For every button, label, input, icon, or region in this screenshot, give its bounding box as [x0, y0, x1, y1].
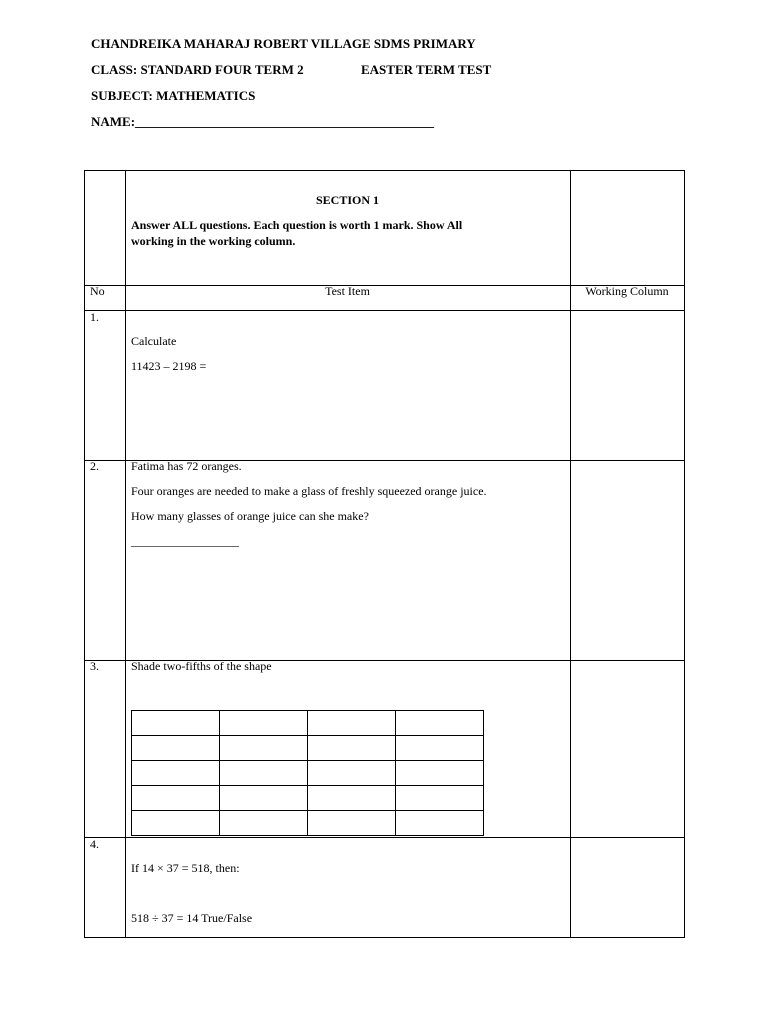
question-2-line2: Four oranges are needed to make a glass of freshly squeezed orange juice. — [131, 484, 487, 498]
grid-cell[interactable] — [220, 711, 308, 736]
grid-cell[interactable] — [396, 786, 484, 811]
subject-label: SUBJECT: MATHEMATICS — [91, 88, 256, 103]
grid-cell[interactable] — [308, 811, 396, 836]
column-header-no: No — [90, 284, 105, 298]
question-number: 2. — [90, 459, 99, 473]
test-label: EASTER TERM TEST — [361, 62, 492, 77]
grid-cell[interactable] — [396, 736, 484, 761]
shading-grid[interactable] — [131, 710, 484, 836]
question-1-text: Calculate — [131, 334, 177, 348]
row-divider — [84, 310, 685, 311]
grid-cell[interactable] — [308, 761, 396, 786]
grid-cell[interactable] — [132, 811, 220, 836]
school-name: CHANDREIKA MAHARAJ ROBERT VILLAGE SDMS PRIMARY — [91, 36, 476, 51]
grid-cell[interactable] — [308, 711, 396, 736]
question-3-text: Shade two-fifths of the shape — [131, 659, 272, 673]
question-1-expression: 11423 – 2198 = — [131, 359, 207, 373]
column-header-working: Working Column — [585, 284, 669, 298]
question-number: 4. — [90, 837, 99, 851]
grid-cell[interactable] — [132, 786, 220, 811]
name-field[interactable]: NAME:______________________________________________ — [91, 114, 435, 129]
test-table — [84, 170, 685, 938]
grid-cell[interactable] — [308, 786, 396, 811]
question-2-line3: How many glasses of orange juice can she make? — [131, 509, 369, 523]
instructions-line2: working in the working column. — [131, 234, 296, 248]
grid-cell[interactable] — [396, 761, 484, 786]
grid-cell[interactable] — [220, 761, 308, 786]
grid-cell[interactable] — [132, 711, 220, 736]
grid-cell[interactable] — [220, 786, 308, 811]
grid-cell[interactable] — [396, 711, 484, 736]
grid-cell[interactable] — [220, 811, 308, 836]
grid-cell[interactable] — [132, 736, 220, 761]
question-4-line1: If 14 × 37 = 518, then: — [131, 861, 240, 875]
class-label: CLASS: STANDARD FOUR TERM 2 — [91, 62, 304, 77]
grid-cell[interactable] — [308, 736, 396, 761]
grid-cell[interactable] — [132, 761, 220, 786]
column-header-test-item: Test Item — [325, 284, 370, 298]
table-border-bottom — [84, 937, 685, 938]
question-number: 3. — [90, 659, 99, 673]
row-divider — [84, 837, 685, 838]
question-4-line2: 518 ÷ 37 = 14 True/False — [131, 911, 253, 925]
answer-line[interactable]: __________________ — [131, 534, 239, 548]
table-border-top — [84, 170, 685, 171]
grid-cell[interactable] — [220, 736, 308, 761]
question-2-line1: Fatima has 72 oranges. — [131, 459, 242, 473]
question-number: 1. — [90, 310, 99, 324]
instructions-line1: Answer ALL questions. Each question is worth 1 mark. Show All — [131, 218, 463, 232]
section-title: SECTION 1 — [315, 193, 380, 207]
grid-cell[interactable] — [396, 811, 484, 836]
